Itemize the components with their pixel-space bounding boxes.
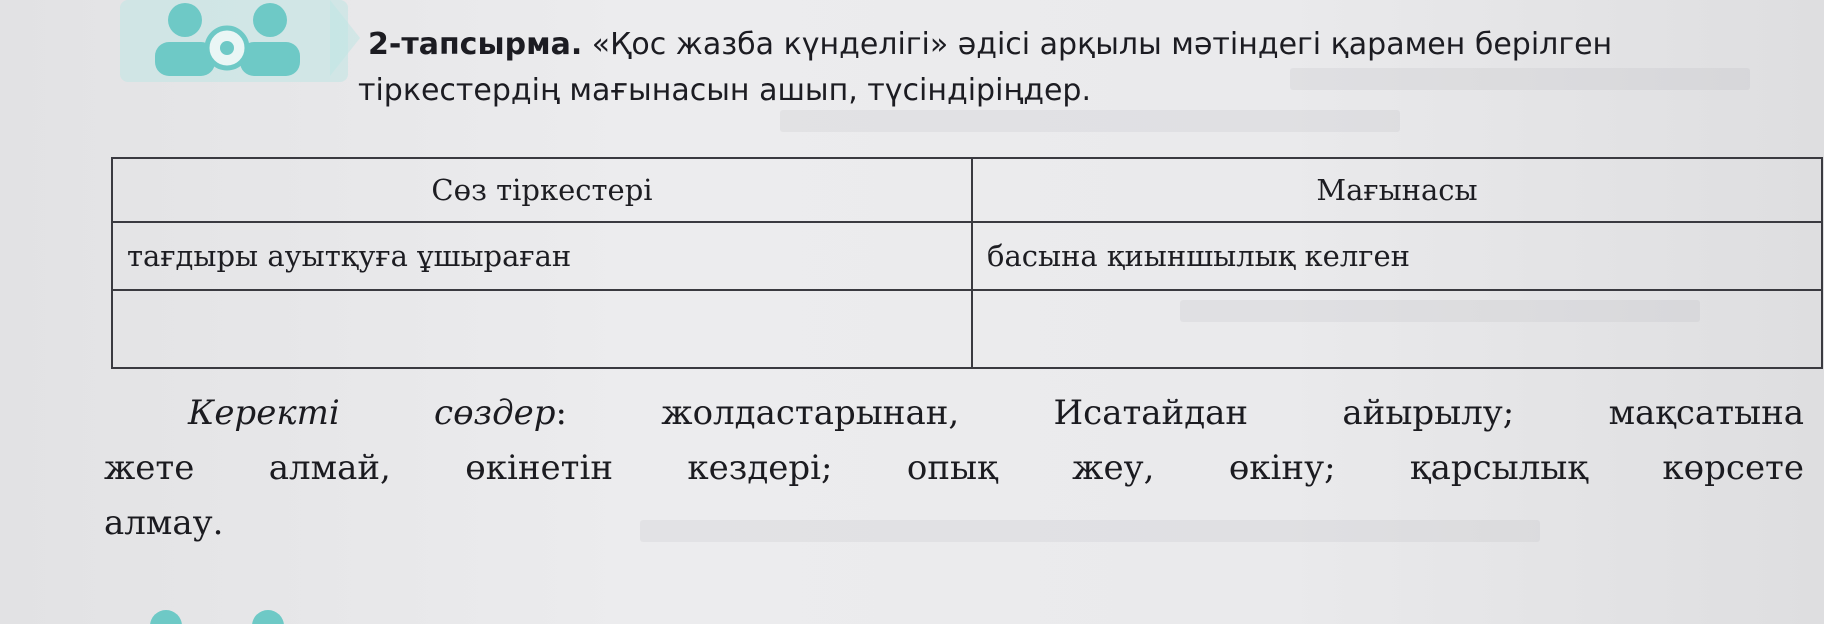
table-row	[112, 222, 1822, 290]
keywords-text-line1: : жолдастарынан, Исатайдан айырылу; мақсатына	[555, 393, 1804, 433]
table-row-empty	[112, 290, 1822, 368]
task-heading-line1	[368, 22, 1808, 68]
meaning-cell: басына қиыншылық келген	[972, 222, 1822, 290]
double-entry-table	[111, 157, 1823, 369]
phrase-cell-empty	[112, 290, 972, 368]
keywords-line2: жете алмай, өкінетін кездері; опық жеу, өкіну; қарсылық көрсете	[104, 448, 1804, 488]
table-header-row	[112, 158, 1822, 222]
keywords-line3: алмау.	[104, 503, 224, 543]
task-text-line1: «Қос жазба күнделігі» әдісі арқылы мәтіндегі қарамен берілген	[582, 27, 1613, 62]
keywords-paragraph	[104, 386, 1804, 551]
task-heading	[358, 22, 1808, 114]
phrase-cell: тағдыры ауытқуға ұшыраған	[112, 222, 972, 290]
group-people-icon	[120, 0, 360, 95]
header-phrases: Сөз тіркестері	[112, 158, 972, 222]
keywords-label: Керекті сөздер	[188, 393, 556, 433]
task-text-line2: тіркестердің мағынасын ашып, түсіндіріңдер.	[358, 73, 1092, 108]
task-number: 2-тапсырма.	[368, 27, 583, 62]
keywords-line1	[104, 386, 1804, 441]
header-meaning: Мағынасы	[972, 158, 1822, 222]
teal-dots-icon	[150, 600, 310, 624]
meaning-cell-empty	[972, 290, 1822, 368]
